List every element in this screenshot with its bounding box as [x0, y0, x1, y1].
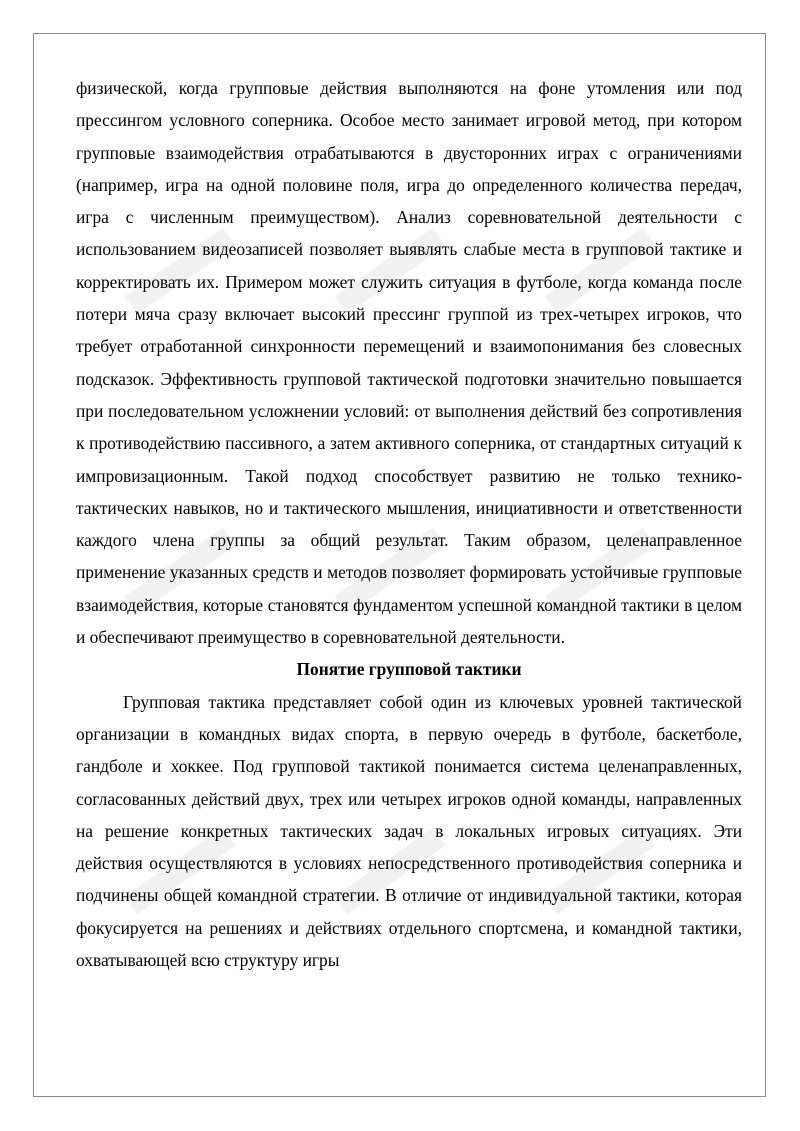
document-body [76, 72, 742, 976]
section-heading: Понятие групповой тактики [296, 659, 522, 680]
body-paragraph: Групповая тактика представляет собой один из ключевых уровней тактической организации в командных видах спорта, в первую очередь в футболе, баскетболе, гандболе и хоккее. Под групповой тактикой понимается система целенаправленных, согласованных действий двух, трех или четырех игроков одной команды, направленных на решение конкретных тактических задач в локальных игровых ситуациях. Эти действия осуществляются в условиях непосредственного противодействия соперника и подчинены общей командной стратегии. В отличие от индивидуальной тактики, которая фокусируется на решениях и действиях отдельного спортсмена, и командной тактики, охватывающей всю структуру игры [76, 691, 742, 971]
body-paragraph: физической, когда групповые действия выполняются на фоне утомления или под прессингом условного соперника. Особое место занимает игровой метод, при котором групповые взаимодействия отрабатываются в двусторонних играх с ограничениями (например, игра на одной половине поля, игра до определенного количества передач, игра с численным преимуществом). Анализ соревновательной деятельности с использованием видеозаписей позволяет выявлять слабые места в групповой тактике и корректировать их. Примером может служить ситуация в футболе, когда команда после потери мяча сразу включает высокий прессинг группой из трех-четырех игроков, что требует отработанной синхронности перемещений и взаимопонимания без словесных подсказок. Эффективность групповой тактической подготовки значительно повышается при последовательном усложнении условий: от выполнения действий без сопротивления к противодействию пассивного, а затем активного соперника, от стандартных ситуаций к импровизационным. Такой подход способствует развитию не только технико-тактических навыков, но и тактического мышления, инициативности и ответственности каждого члена группы за общий результат. Таким образом, целенаправленное применение указанных средств и методов позволяет формировать устойчивые групповые взаимодействия, которые становятся фундаментом успешной командной тактики в целом и обеспечивают преимущество в соревновательной деятельности. [76, 78, 742, 648]
